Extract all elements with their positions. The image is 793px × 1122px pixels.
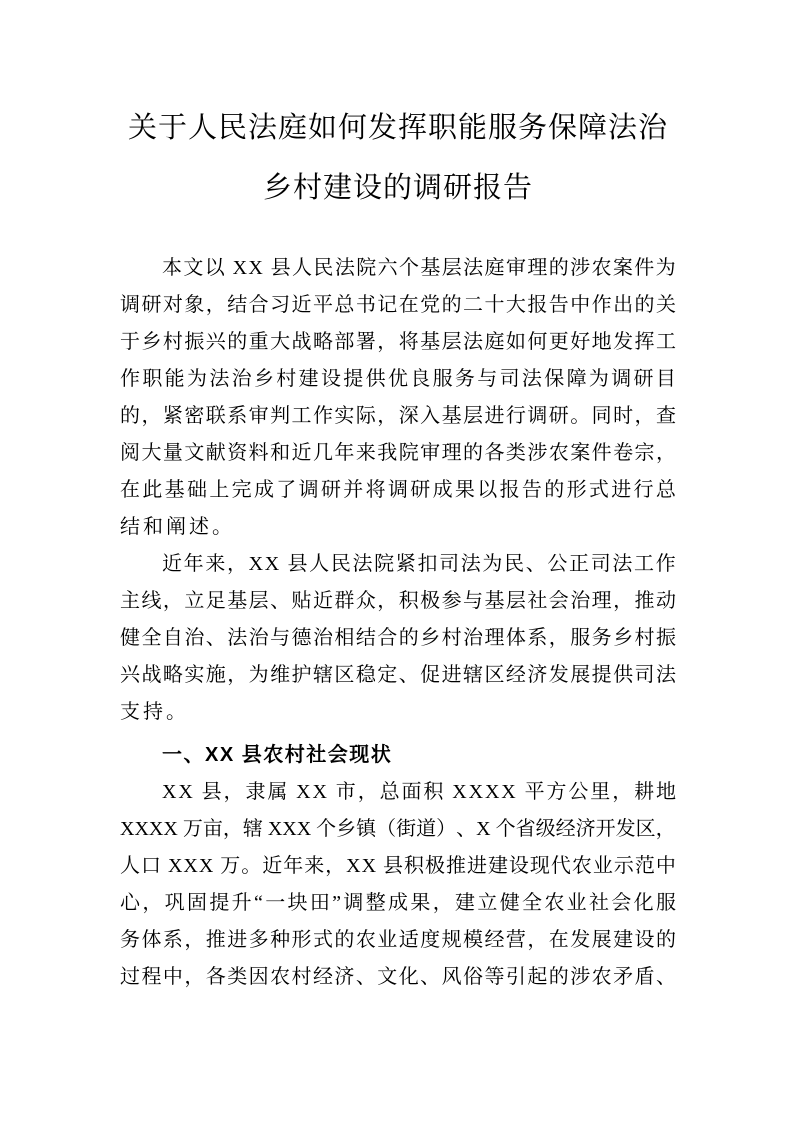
text-line: 支持。 bbox=[120, 701, 189, 723]
text-line: 关于人民法庭如何发挥职能服务保障法治 bbox=[127, 112, 668, 144]
text-line: 结和阐述。 bbox=[120, 516, 235, 538]
paragraph-overview bbox=[120, 546, 676, 731]
text-line: X X 县 ， 隶 属 X X 市 ， 总 面 积 X X X X 平 方 公 里 ， 耕 地 bbox=[162, 781, 676, 803]
section-heading-1: 一、XX 县农村社会现状 bbox=[162, 744, 393, 766]
document-body bbox=[120, 250, 676, 996]
text-line: 心 ， 巩 固 提 升 “ 一 块 田 ” 调 整 成 果 ， 建 立 健 全 农 业 社 会 化 服 bbox=[120, 892, 676, 914]
text-line: 兴 战 略 实 施 ， 为 维 护 辖 区 稳 定 、 促 进 辖 区 经 济 发 展 提 供 司 法 bbox=[120, 664, 676, 686]
text-line: 阅 大 量 文 献 资 料 和 近 几 年 来 我 院 审 理 的 各 类 涉 农 案 件 卷 宗 ， bbox=[120, 442, 676, 464]
text-line: 务 体 系 ， 推 进 多 种 形 式 的 农 业 适 度 规 模 经 营 ， 在 发 展 建 设 的 bbox=[120, 929, 676, 951]
document-title bbox=[120, 98, 676, 218]
text-line: X X X X 万 亩 ， 辖 X X X 个 乡 镇 （ 街 道 ） 、 X 个 省 级 经 济 开 发 区 ， bbox=[120, 818, 676, 840]
text-line: 调 研 对 象 ， 结 合 习 近 平 总 书 记 在 党 的 二 十 大 报 告 中 作 出 的 关 bbox=[120, 294, 676, 316]
text-line: 于 乡 村 振 兴 的 重 大 战 略 部 署 ， 将 基 层 法 庭 如 何 更 好 地 发 挥 工 bbox=[120, 331, 676, 353]
text-line: 人 口 X X X 万 。 近 年 来 ， X X 县 积 极 推 进 建 设 现 代 农 业 示 范 中 bbox=[120, 855, 676, 877]
text-line: 近 年 来 ， X X 县 人 民 法 院 紧 扣 司 法 为 民 、 公 正 司 法 工 作 bbox=[162, 553, 676, 575]
text-line: 过 程 中 ， 各 类 因 农 村 经 济 、 文 化 、 风 俗 等 引 起 的 涉 农 矛 盾 、 bbox=[120, 966, 676, 988]
text-line: 主 线 ， 立 足 基 层 、 贴 近 群 众 ， 积 极 参 与 基 层 社 会 治 理 ， 推 动 bbox=[120, 590, 676, 612]
text-line: 本 文 以 X X 县 人 民 法 院 六 个 基 层 法 庭 审 理 的 涉 农 案 件 为 bbox=[162, 257, 676, 279]
paragraph-introduction bbox=[120, 250, 676, 546]
text-line: 作 职 能 为 法 治 乡 村 建 设 提 供 优 良 服 务 与 司 法 保 障 为 调 研 目 bbox=[120, 368, 676, 390]
text-line: 的 ， 紧 密 联 系 审 判 工 作 实 际 ， 深 入 基 层 进 行 调 研 。 同 时 ， 查 bbox=[120, 405, 676, 427]
text-line: 健 全 自 治 、 法 治 与 德 治 相 结 合 的 乡 村 治 理 体 系 ， 服 务 乡 村 振 bbox=[120, 627, 676, 649]
text-line: 在 此 基 础 上 完 成 了 调 研 并 将 调 研 成 果 以 报 告 的 形 式 进 行 总 bbox=[120, 479, 676, 501]
paragraph-county-status bbox=[120, 774, 676, 996]
text-line: 乡村建设的调研报告 bbox=[262, 172, 533, 204]
